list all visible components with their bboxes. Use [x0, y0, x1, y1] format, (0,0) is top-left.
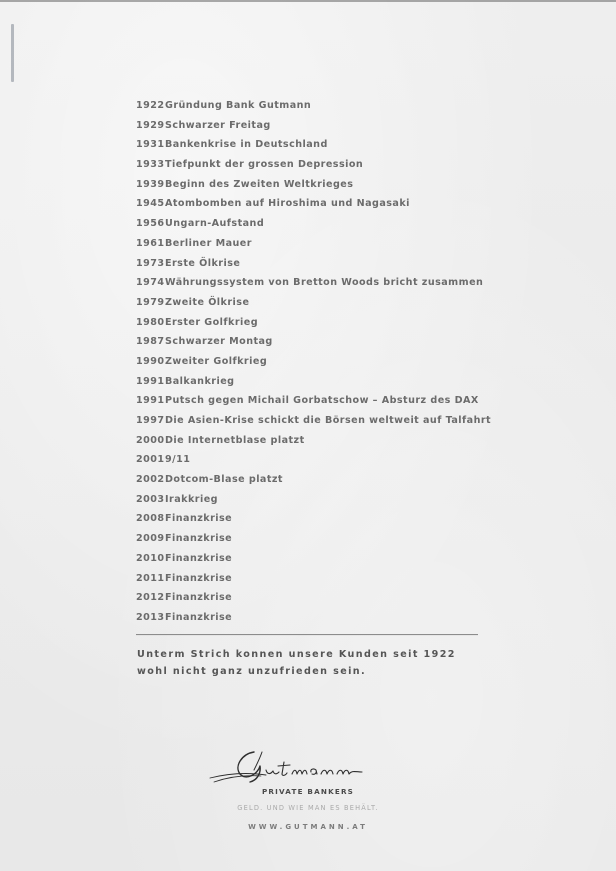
timeline-item: [136, 178, 491, 198]
timeline-year: 1956: [136, 218, 165, 230]
bottom-line-divider: [136, 634, 478, 635]
timeline-year: 1933: [136, 159, 165, 171]
timeline-year: 1931: [136, 139, 165, 151]
timeline-item: [136, 394, 491, 414]
timeline-year: 1991: [136, 395, 165, 407]
timeline-item: [136, 158, 491, 178]
tagline-line-1: Unterm Strich konnen unsere Kunden seit 1922: [137, 649, 456, 660]
timeline-item: [136, 493, 491, 513]
crisis-timeline: [136, 99, 491, 631]
timeline-year: 2011: [136, 572, 165, 584]
timeline-event: Finanzkrise: [165, 572, 233, 584]
timeline-item: [136, 591, 491, 611]
timeline-item: [136, 138, 491, 158]
timeline-event: Irakkrieg: [165, 493, 218, 505]
timeline-year: 1980: [136, 316, 165, 328]
timeline-event: Bankenkrise in Deutschland: [165, 139, 328, 151]
timeline-event: Finanzkrise: [165, 592, 233, 604]
timeline-item: [136, 257, 491, 277]
timeline-item: [136, 572, 491, 592]
timeline-event: Schwarzer Freitag: [165, 119, 271, 131]
timeline-item: [136, 611, 491, 631]
timeline-event: Berliner Mauer: [165, 237, 252, 249]
agency-credit: [8, 22, 18, 82]
timeline-event: Beginn des Zweiten Weltkrieges: [165, 178, 354, 190]
timeline-event: Atombomben auf Hiroshima und Nagasaki: [165, 198, 410, 210]
timeline-year: 2010: [136, 552, 165, 564]
timeline-item: [136, 197, 491, 217]
tagline: [137, 646, 497, 680]
timeline-item: [136, 119, 491, 139]
timeline-event: 9/11: [165, 454, 191, 466]
timeline-event: Die Asien-Krise schickt die Börsen weltweit auf Talfahrt: [165, 415, 492, 426]
timeline-item: [136, 296, 491, 316]
timeline-year: 1974: [136, 277, 165, 289]
timeline-year: 1991: [136, 375, 165, 387]
timeline-year: 1979: [136, 296, 165, 308]
timeline-event: Schwarzer Montag: [165, 336, 273, 348]
timeline-event: Gründung Bank Gutmann: [165, 100, 312, 111]
timeline-event: Ungarn-Aufstand: [165, 218, 265, 230]
timeline-event: Dotcom-Blase platzt: [165, 474, 283, 486]
timeline-event: Finanzkrise: [165, 552, 233, 564]
timeline-year: 1922: [136, 100, 165, 111]
timeline-item: [136, 512, 491, 532]
timeline-event: Erster Golfkrieg: [165, 316, 259, 328]
brand-slogan: GELD. UND WIE MAN ES BEHÄLT.: [237, 804, 379, 812]
gutmann-signature-logo: [206, 748, 406, 788]
timeline-item: [136, 276, 491, 296]
timeline-year: 2000: [136, 434, 165, 446]
timeline-year: 2012: [136, 592, 165, 604]
timeline-item: [136, 316, 491, 336]
timeline-year: 1990: [136, 355, 165, 367]
timeline-year: 2002: [136, 474, 165, 486]
timeline-item: [136, 99, 491, 119]
timeline-year: 2013: [136, 611, 165, 623]
timeline-item: [136, 217, 491, 237]
website-link[interactable]: WWW.GUTMANN.AT: [248, 823, 368, 831]
timeline-item: [136, 434, 491, 454]
timeline-event: Tiefpunkt der grossen Depression: [165, 159, 364, 171]
timeline-year: 2001: [136, 454, 165, 466]
timeline-event: Balkankrieg: [165, 375, 235, 387]
timeline-event: Erste Ölkrise: [165, 257, 241, 269]
timeline-year: 2008: [136, 513, 165, 525]
timeline-year: 1961: [136, 237, 165, 249]
timeline-event: Finanzkrise: [165, 513, 233, 525]
timeline-item: [136, 473, 491, 493]
timeline-year: 2003: [136, 493, 165, 505]
timeline-year: 1997: [136, 415, 165, 426]
timeline-item: [136, 375, 491, 395]
timeline-item: [136, 552, 491, 572]
timeline-year: 1987: [136, 336, 165, 348]
timeline-event: Die Internetblase platzt: [165, 434, 305, 446]
timeline-item: [136, 355, 491, 375]
timeline-event: Putsch gegen Michail Gorbatschow – Absturz des DAX: [165, 395, 479, 407]
timeline-event: Zweiter Golfkrieg: [165, 355, 268, 367]
timeline-year: 1929: [136, 119, 165, 131]
timeline-event: Währungssystem von Bretton Woods bricht zusammen: [165, 277, 484, 289]
timeline-item: [136, 532, 491, 552]
agency-credit-text-illegible: [11, 24, 14, 82]
timeline-event: Finanzkrise: [165, 611, 233, 623]
timeline-item: [136, 414, 491, 434]
timeline-event: Zweite Ölkrise: [165, 296, 250, 308]
brand-subtitle: PRIVATE BANKERS: [261, 787, 355, 796]
timeline-item: [136, 453, 491, 473]
timeline-item: [136, 335, 491, 355]
tagline-line-2: wohl nicht ganz unzufrieden sein.: [137, 666, 367, 677]
timeline-item: [136, 237, 491, 257]
page-top-edge: [0, 0, 616, 2]
timeline-year: 1939: [136, 178, 165, 190]
timeline-event: Finanzkrise: [165, 533, 233, 545]
timeline-year: 2009: [136, 533, 165, 545]
timeline-year: 1945: [136, 198, 165, 210]
timeline-year: 1973: [136, 257, 165, 269]
